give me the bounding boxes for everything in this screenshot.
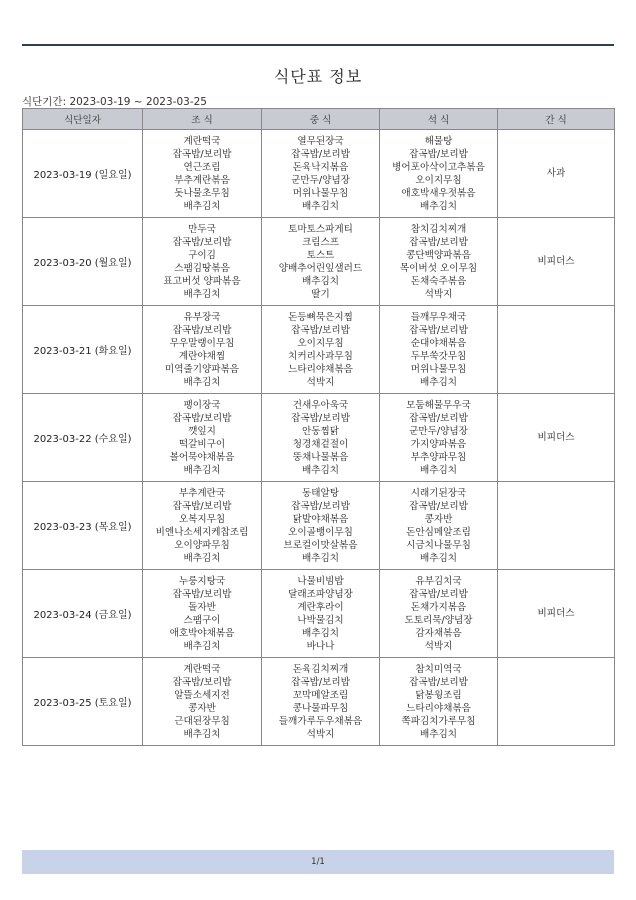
breakfast-cell (143, 482, 262, 570)
menu-item: 표고버섯 양파볶음 (163, 275, 241, 287)
menu-item: 애호박야채볶음 (169, 627, 235, 639)
menu-item: 사과 (546, 168, 566, 179)
menu-item: 순대야채볶음 (410, 337, 467, 349)
menu-item: 잡곡밥/보리밥 (409, 412, 468, 424)
menu-item: 들깨가루두우채볶음 (278, 715, 363, 727)
menu-item: 배추김치 (301, 200, 340, 212)
lunch-cell (262, 482, 380, 570)
menu-item: 치커리사과무침 (288, 350, 353, 362)
menu-item: 연근조림 (183, 161, 221, 173)
menu-item: 부추양파무침 (410, 451, 467, 463)
menu-item: 달래조파양념장 (288, 588, 353, 600)
menu-item: 잡곡밥/보리밥 (172, 236, 232, 248)
menu-item: 시금치나물무침 (406, 539, 471, 551)
breakfast-cell (143, 306, 262, 394)
menu-item: 닭발야채볶음 (292, 513, 349, 525)
lunch-cell (262, 394, 380, 482)
menu-item: 돈육낙지볶음 (292, 161, 349, 173)
menu-item: 석박지 (306, 376, 335, 388)
menu-item: 콩자반 (424, 513, 453, 525)
menu-item: 잡곡밥/보리밥 (409, 324, 468, 336)
menu-item: 배추김치 (183, 288, 221, 300)
menu-item: 군만두/양념장 (291, 174, 350, 186)
menu-item: 잡곡밥/보리밥 (409, 676, 468, 688)
snack-cell (498, 482, 615, 570)
menu-item: 콩자반 (188, 702, 216, 714)
menu-item: 잡곡밥/보리밥 (409, 236, 468, 248)
menu-item: 잡곡밥/보리밥 (172, 588, 232, 600)
menu-item: 계란후라이 (297, 601, 344, 613)
menu-item: 건새우아욱국 (292, 399, 349, 411)
menu-item: 잡곡밥/보리밥 (291, 148, 350, 160)
menu-item: 배추김치 (183, 200, 221, 212)
menu-item: 감자채볶음 (415, 627, 462, 639)
snack-cell (498, 394, 615, 482)
table-header-row (23, 109, 615, 130)
menu-item: 배추김치 (301, 552, 340, 564)
menu-item: 돈안심메알조림 (406, 526, 471, 538)
menu-item: 참치김치찌개 (410, 223, 467, 235)
menu-item: 배추김치 (301, 627, 340, 639)
menu-item: 오이골뱅이무침 (288, 526, 353, 538)
header-dinner: 석 식 (380, 109, 498, 130)
menu-item: 참치미역국 (415, 663, 462, 675)
dinner-cell (380, 482, 498, 570)
menu-item: 콩나물파무침 (292, 702, 349, 714)
menu-item: 모둠해물무우국 (406, 399, 471, 411)
lunch-cell (262, 130, 380, 218)
menu-item: 비엔나소세지케찹조림 (155, 526, 249, 538)
menu-item: 바나나 (306, 640, 335, 652)
menu-item: 잡곡밥/보리밥 (172, 324, 232, 336)
snack-cell (498, 306, 615, 394)
menu-item: 잡곡밥/보리밥 (172, 676, 232, 688)
menu-item: 잡곡밥/보리밥 (291, 412, 350, 424)
menu-item: 딸기 (311, 288, 330, 300)
menu-item: 콩단백양파볶음 (406, 249, 471, 261)
menu-item: 오이양파무침 (174, 539, 230, 551)
menu-item: 목이버섯 오이무침 (399, 262, 478, 274)
breakfast-cell (143, 658, 262, 746)
menu-item: 잡곡밥/보리밥 (172, 148, 232, 160)
menu-item: 머위나물무침 (410, 363, 467, 375)
menu-item: 유부장국 (183, 311, 221, 323)
breakfast-cell (143, 218, 262, 306)
menu-item: 닭봉윙조림 (415, 689, 462, 701)
menu-item: 꼬막메알조림 (292, 689, 349, 701)
menu-item: 느타리야채볶음 (406, 702, 471, 714)
header-lunch: 중 식 (262, 109, 380, 130)
menu-item: 유부김치국 (415, 575, 462, 587)
menu-item: 시래기된장국 (410, 487, 467, 499)
menu-item: 양배추어린잎샐러드 (278, 262, 363, 274)
menu-item: 오이지무침 (297, 337, 344, 349)
footer-bar (22, 850, 614, 874)
menu-item: 쪽파김치가루무침 (401, 715, 476, 727)
header-snack: 간 식 (498, 109, 615, 130)
menu-item: 떡갈비구이 (178, 438, 226, 450)
snack-cell (498, 570, 615, 658)
menu-item: 비피더스 (537, 608, 575, 619)
dinner-cell (380, 218, 498, 306)
menu-item: 석박지 (424, 288, 453, 300)
menu-item: 배추김치 (301, 464, 340, 476)
menu-item: 팽이장국 (183, 399, 221, 411)
dinner-cell (380, 658, 498, 746)
dinner-cell (380, 394, 498, 482)
menu-item: 배추김치 (301, 275, 340, 287)
menu-item: 오이지무침 (415, 174, 462, 186)
menu-item: 구이김 (188, 249, 216, 261)
menu-item: 돗나물초무침 (174, 187, 230, 199)
date-cell: 2023-03-25 (토요일) (23, 658, 143, 746)
header-date: 식단일자 (23, 109, 143, 130)
menu-item: 동태알탕 (301, 487, 340, 499)
menu-item: 잡곡밥/보리밥 (291, 500, 350, 512)
menu-item: 뚱채나물볶음 (292, 451, 349, 463)
menu-item: 배추김치 (419, 728, 458, 740)
menu-item: 잡곡밥/보리밥 (172, 500, 232, 512)
dinner-cell (380, 306, 498, 394)
menu-item: 배추김치 (183, 728, 221, 740)
menu-item: 가지양파볶음 (410, 438, 467, 450)
menu-item: 돈육김치찌개 (292, 663, 349, 675)
menu-item: 배추김치 (183, 376, 221, 388)
menu-item: 돌자반 (188, 601, 216, 613)
menu-item: 크림스프 (301, 236, 340, 248)
menu-item: 비피더스 (537, 256, 575, 267)
date-cell: 2023-03-24 (금요일) (23, 570, 143, 658)
menu-item: 누룽지탕국 (178, 575, 226, 587)
menu-item: 잡곡밥/보리밥 (291, 676, 350, 688)
menu-item: 돈등뼈묵은지찜 (288, 311, 353, 323)
snack-cell (498, 658, 615, 746)
menu-item: 토마토스파게티 (288, 223, 353, 235)
menu-item: 배추김치 (183, 552, 221, 564)
menu-item: 깻잎지 (188, 425, 216, 437)
table-row (23, 218, 615, 306)
menu-item: 머위나물무침 (292, 187, 349, 199)
table-row (23, 394, 615, 482)
breakfast-cell (143, 130, 262, 218)
meal-table (22, 108, 615, 746)
table-row (23, 570, 615, 658)
menu-item: 스팸구이 (183, 614, 221, 626)
lunch-cell (262, 306, 380, 394)
menu-item: 군만두/양념장 (409, 425, 468, 437)
menu-item: 느타리야채볶음 (288, 363, 353, 375)
menu-item: 잡곡밥/보리밥 (409, 588, 468, 600)
date-cell: 2023-03-22 (수요일) (23, 394, 143, 482)
menu-item: 돈채숙주볶음 (410, 275, 467, 287)
menu-item: 잡곡밥/보리밥 (172, 412, 232, 424)
menu-item: 잡곡밥/보리밥 (409, 500, 468, 512)
breakfast-cell (143, 570, 262, 658)
menu-item: 브로컬이맛살볶음 (283, 539, 358, 551)
breakfast-cell (143, 394, 262, 482)
menu-item: 돈채가지볶음 (410, 601, 467, 613)
menu-item: 근대된장무침 (174, 715, 230, 727)
menu-item: 안동찜닭 (301, 425, 340, 437)
menu-item: 병어포아삭이고추볶음 (392, 161, 485, 173)
menu-item: 계란야채찜 (178, 350, 226, 362)
page-number: 1/1 (311, 857, 325, 867)
menu-item: 스팸김땅볶음 (174, 262, 230, 274)
menu-item: 잡곡밥/보리밥 (409, 148, 468, 160)
menu-item: 두부쑥갓무침 (410, 350, 467, 362)
table-row (23, 130, 615, 218)
menu-item: 볼어묵야채볶음 (169, 451, 235, 463)
menu-item: 만두국 (188, 223, 216, 235)
menu-item: 미역줄기양파볶음 (164, 363, 240, 375)
menu-item: 비피더스 (537, 432, 575, 443)
meal-period: 식단기간: 2023-03-19 ~ 2023-03-25 (22, 96, 207, 108)
menu-item: 배추김치 (419, 464, 458, 476)
date-cell: 2023-03-20 (월요일) (23, 218, 143, 306)
menu-item: 알뜰소세지전 (174, 689, 230, 701)
menu-item: 석박지 (306, 728, 335, 740)
table-row (23, 482, 615, 570)
menu-item: 도토리묵/양념장 (404, 614, 473, 626)
menu-item: 토스트 (306, 249, 335, 261)
menu-item: 무우말랭이무침 (169, 337, 235, 349)
menu-item: 부추계란볶음 (174, 174, 230, 186)
dinner-cell (380, 570, 498, 658)
menu-item: 계란떡국 (183, 135, 221, 147)
snack-cell (498, 130, 615, 218)
menu-item: 배추김치 (419, 376, 458, 388)
table-row (23, 306, 615, 394)
date-cell: 2023-03-23 (목요일) (23, 482, 143, 570)
date-cell: 2023-03-19 (일요일) (23, 130, 143, 218)
lunch-cell (262, 218, 380, 306)
menu-item: 청경채겉절이 (292, 438, 349, 450)
lunch-cell (262, 570, 380, 658)
lunch-cell (262, 658, 380, 746)
dinner-cell (380, 130, 498, 218)
snack-cell (498, 218, 615, 306)
table-body (23, 130, 615, 746)
menu-item: 부추계란국 (178, 487, 226, 499)
menu-item: 나박물김치 (297, 614, 344, 626)
menu-item: 잡곡밥/보리밥 (291, 324, 350, 336)
table-row (23, 658, 615, 746)
menu-item: 애호박새우젓볶음 (401, 187, 476, 199)
header-breakfast: 조 식 (143, 109, 262, 130)
menu-item: 배추김치 (419, 200, 458, 212)
menu-item: 오복지무침 (178, 513, 226, 525)
date-cell: 2023-03-21 (화요일) (23, 306, 143, 394)
top-rule (22, 44, 614, 46)
menu-item: 배추김치 (183, 464, 221, 476)
menu-item: 계란떡국 (183, 663, 221, 675)
menu-item: 들깨무우채국 (410, 311, 467, 323)
menu-item: 열무된장국 (297, 135, 344, 147)
menu-item: 배추김치 (419, 552, 458, 564)
menu-item: 배추김치 (183, 640, 221, 652)
menu-item: 나물비빔밥 (297, 575, 344, 587)
menu-item: 해물탕 (424, 135, 453, 147)
page-title: 식단표 정보 (273, 67, 363, 86)
menu-item: 석박지 (424, 640, 453, 652)
